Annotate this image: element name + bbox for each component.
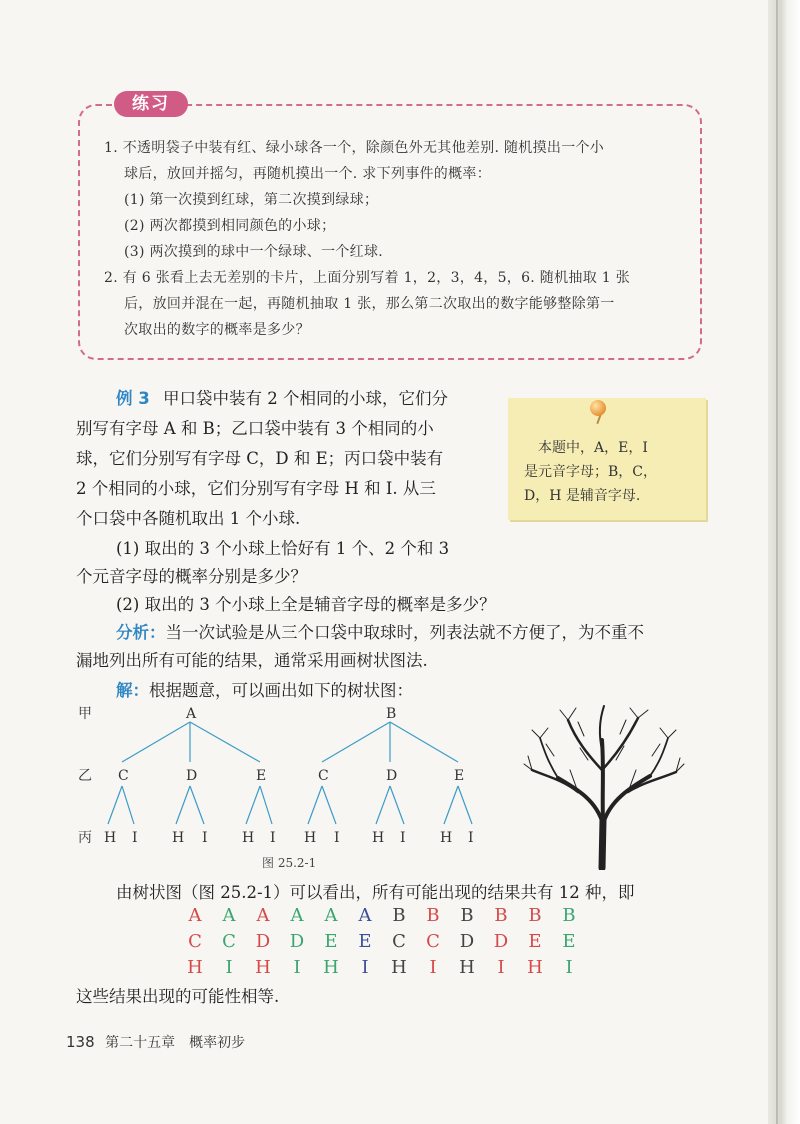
outcome-letter: B <box>392 905 406 926</box>
tree-leaf: H <box>242 830 255 846</box>
example-line: 2 个相同的小球，它们分别写有字母 H 和 I. 从三 <box>76 479 436 498</box>
tree-branch <box>322 786 336 824</box>
outcome-letter: D <box>289 931 305 952</box>
outcome-letter: A <box>358 905 372 926</box>
outcome-letter: E <box>358 931 372 952</box>
tree-diagram <box>70 700 490 840</box>
tree-branch <box>122 722 190 762</box>
outcome-letter: H <box>187 957 203 978</box>
outcome-letter: A <box>188 905 202 926</box>
outcome-letter: C <box>188 931 202 952</box>
book-spine <box>768 0 800 1124</box>
tree-leaf: I <box>132 830 138 846</box>
tree-node: C <box>318 768 329 784</box>
outcome-letter: E <box>324 931 338 952</box>
outcome-letter: D <box>255 931 271 952</box>
exercise-tab: 练习 <box>114 91 188 117</box>
exercise-line: 1. 不透明袋子中装有红、绿小球各一个，除颜色外无其他差别. 随机摸出一个小 <box>104 140 605 156</box>
example-label: 例 3 <box>116 389 150 408</box>
solution-line <box>116 680 413 702</box>
tree-leaf: I <box>270 830 276 846</box>
tree-leaf: I <box>202 830 208 846</box>
outcome-letter: H <box>527 957 543 978</box>
tree-branch <box>108 786 122 824</box>
tree-branch <box>190 722 260 762</box>
outcome-letter: B <box>426 905 440 926</box>
outcome-letter: A <box>256 905 270 926</box>
example-line: 别写有字母 A 和 B；乙口袋中装有 3 个相同的小 <box>76 419 434 438</box>
tree-branch <box>246 786 260 824</box>
exercise-line: (2) 两次都摸到相同颜色的小球； <box>124 218 336 234</box>
tree-branch <box>376 786 390 824</box>
pushpin-icon <box>590 400 606 416</box>
note-line: D，H 是辅音字母. <box>524 488 641 504</box>
tree-node: E <box>256 768 267 784</box>
page-number: 138 <box>66 1033 95 1051</box>
page-footer <box>66 1032 245 1052</box>
outcome-letter: D <box>459 931 475 952</box>
tree-branch <box>308 786 322 824</box>
outcome-letter: E <box>562 931 576 952</box>
outcome-letter: H <box>255 957 271 978</box>
solution-text: 根据题意，可以画出如下的树状图： <box>149 681 413 700</box>
tree-branch <box>176 786 190 824</box>
final-line: 这些结果出现的可能性相等. <box>76 987 280 1006</box>
tree-branch <box>322 722 390 762</box>
exercise-line: (1) 第一次摸到红球，第二次摸到绿球； <box>124 192 379 208</box>
tree-branch <box>444 786 458 824</box>
exercise-line: (3) 两次摸到的球中一个绿球、一个红球. <box>124 244 384 260</box>
outcome-letter: H <box>323 957 339 978</box>
outcome-letter: A <box>290 905 304 926</box>
conclusion-text: 由树状图（图 25.2-1）可以看出，所有可能出现的结果共有 12 种，即 <box>116 883 635 902</box>
tree-leaf: H <box>372 830 385 846</box>
exercise-line: 后，放回并混在一起，再随机抽取 1 张，那么第二次取出的数字能够整除第一 <box>124 296 615 312</box>
tree-branch <box>390 722 458 762</box>
outcome-letter: C <box>426 931 440 952</box>
tree-node-B: B <box>386 706 397 722</box>
question-1-line: 个元音字母的概率分别是多少？ <box>76 567 307 586</box>
tree-leaf: H <box>172 830 185 846</box>
tree-node: D <box>386 768 398 784</box>
tree-branch <box>390 786 404 824</box>
outcome-letter: I <box>429 957 437 978</box>
example-line: 甲口袋中装有 2 个相同的小球，它们分 <box>162 389 448 408</box>
tree-branch <box>122 786 134 824</box>
question-2: (2) 取出的 3 个小球上全是辅音字母的概率是多少？ <box>116 595 496 614</box>
row-label-bing: 丙 <box>78 830 92 846</box>
tree-leaf: I <box>468 830 474 846</box>
outcome-letter: I <box>565 957 573 978</box>
outcome-letter: A <box>324 905 338 926</box>
outcome-letter: A <box>222 905 236 926</box>
tree-leaf: I <box>334 830 340 846</box>
tree-branch <box>458 786 472 824</box>
note-line: 本题中，A，E，I <box>538 440 648 456</box>
exercise-line: 球后，放回并摇匀，再随机摸出一个. 求下列事件的概率： <box>124 166 491 182</box>
example-first-line <box>116 388 448 410</box>
outcome-letter: C <box>222 931 236 952</box>
analysis-line <box>116 622 644 644</box>
outcome-letter: B <box>460 905 474 926</box>
outcome-letter: E <box>528 931 542 952</box>
example-line: 个口袋中各随机取出 1 个小球. <box>76 509 301 528</box>
analysis-text: 当一次试验是从三个口袋中取球时，列表法就不方便了，为不重不 <box>165 623 644 642</box>
outcome-letter: I <box>225 957 233 978</box>
tree-leaf: H <box>304 830 317 846</box>
tree-node-A: A <box>186 706 197 722</box>
solution-label: 解： <box>116 681 149 700</box>
outcome-letter: H <box>391 957 407 978</box>
tree-leaf: I <box>400 830 406 846</box>
example-line: 球，它们分别写有字母 C，D 和 E；丙口袋中装有 <box>76 449 444 468</box>
analysis-label: 分析： <box>116 623 166 642</box>
analysis-line: 漏地列出所有可能的结果，通常采用画树状图法. <box>76 651 428 670</box>
tree-leaf: H <box>104 830 117 846</box>
exercise-line: 2. 有 6 张看上去无差别的卡片，上面分别写着 1，2，3，4，5，6. 随机抽取 1 张 <box>104 270 631 286</box>
question-1-line: (1) 取出的 3 个小球上恰好有 1 个、2 个和 3 <box>116 539 450 558</box>
figure-caption: 图 25.2-1 <box>262 856 317 870</box>
outcome-letter: I <box>361 957 369 978</box>
tree-leaf: H <box>440 830 453 846</box>
outcome-letter: I <box>293 957 301 978</box>
outcome-letter: B <box>562 905 576 926</box>
outcome-letter: B <box>494 905 508 926</box>
exercise-line: 次取出的数字的概率是多少？ <box>124 322 310 338</box>
tree-illustration <box>518 700 688 870</box>
outcome-letter: H <box>459 957 475 978</box>
outcome-letter: I <box>497 957 505 978</box>
tree-node: D <box>186 768 198 784</box>
tree-branch <box>190 786 204 824</box>
chapter-title: 第二十五章 概率初步 <box>105 1035 246 1051</box>
outcome-letter: C <box>392 931 406 952</box>
outcome-letter: D <box>493 931 509 952</box>
outcome-letter: B <box>528 905 542 926</box>
tree-branch <box>260 786 272 824</box>
book-spine-edge <box>776 0 778 1124</box>
row-label-yi: 乙 <box>78 768 92 784</box>
tree-node: C <box>118 768 129 784</box>
tree-node: E <box>454 768 465 784</box>
note-line: 是元音字母；B，C， <box>524 464 657 480</box>
row-label-jia: 甲 <box>78 706 92 722</box>
